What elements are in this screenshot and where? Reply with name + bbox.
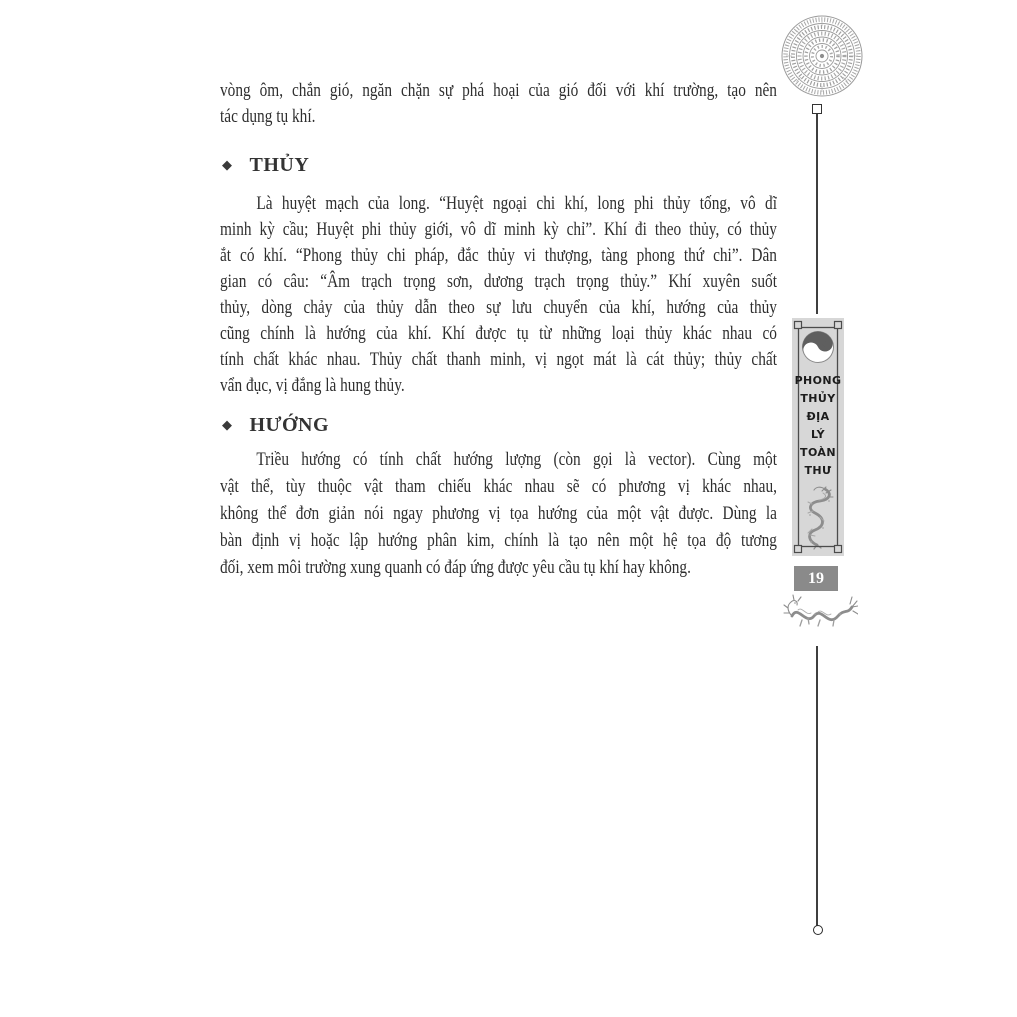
section-thuy-paragraph [220, 191, 777, 399]
section-huong-paragraph [220, 446, 777, 581]
body-text-line: bàn định vị hoặc lập hướng phân kim, chính là tạo nên một hệ tọa độ tương [220, 530, 777, 551]
vertical-rule-top [816, 114, 818, 314]
body-text-line: ắt có khí. “Phong thủy chi pháp, đắc thủy vi thượng, tàng phong thứ chi”. Dân [220, 245, 777, 266]
body-text-line: tính chất khác nhau. Thủy chất thanh minh, vị ngọt mát là cát thủy; thủy chất [220, 349, 777, 370]
series-title-banner [792, 318, 844, 556]
section-heading-thuy [220, 152, 309, 178]
section-heading-label: HƯỚNG [249, 413, 330, 436]
diamond-bullet-icon: ◆ [222, 157, 233, 172]
banner-word: PHONG [794, 374, 842, 387]
end-circle [813, 925, 823, 935]
body-text-line: minh kỳ cầu; Huyệt phi thủy giới, vô dĩ minh kỳ chỉ”. Khí đi theo thủy, có thủy [220, 219, 777, 240]
body-text-line: Triều hướng có tính chất hướng lượng (còn gọi là vector). Cùng một [256, 449, 777, 470]
banner-word: THƯ [804, 464, 832, 477]
banner-word: LÝ [810, 428, 826, 441]
section-heading-huong [220, 412, 329, 438]
body-text-line: thủy, dòng chảy của thủy dẫn theo sự lưu chuyển của khí, hướng của thủy [220, 297, 777, 318]
connector-square [812, 104, 822, 114]
yin-yang-icon [801, 330, 835, 364]
body-text-line: cũng chính là hướng của khí. Khí được tụ từ những loại thủy khác nhau có [220, 323, 777, 344]
body-text-line: vẩn đục, vị đắng là hung thủy. [220, 375, 405, 396]
banner-title-words [792, 372, 844, 480]
diamond-bullet-icon: ◆ [222, 417, 233, 432]
body-text-line: vòng ôm, chắn gió, ngăn chặn sự phá hoại của gió đối với khí trường, tạo nên [220, 80, 777, 101]
banner-word: ĐỊA [806, 410, 830, 423]
page-number-badge: 19 [794, 566, 838, 591]
body-text-line: tác dụng tụ khí. [220, 106, 316, 127]
body-text-line: đối, xem môi trường xung quanh có đáp ứng được yêu cầu tụ khí hay không. [220, 557, 691, 578]
vertical-rule-bottom [816, 646, 818, 926]
body-text-line: gian có câu: “Âm trạch trọng sơn, dương trạch trọng thủy.” Khí xuyên suốt [220, 271, 777, 292]
banner-word: THỦY [800, 392, 836, 405]
intro-paragraph [220, 78, 777, 130]
dragon-horizontal-icon [782, 592, 858, 640]
body-text-line: Là huyệt mạch của long. “Huyệt ngoại chi khí, long phi thủy tống, vô dĩ [256, 193, 777, 214]
body-text-line: vật thể, tùy thuộc vật tham chiếu khác nhau sẽ có phương vị khác nhau, [220, 476, 777, 497]
banner-word: TOÀN [800, 446, 836, 459]
luopan-mandala-icon [780, 14, 864, 98]
section-heading-label: THỦY [249, 153, 310, 176]
body-text-line: không thể đơn giản nói ngay phương vị tọa hướng của một vật được. Dùng la [220, 503, 777, 524]
